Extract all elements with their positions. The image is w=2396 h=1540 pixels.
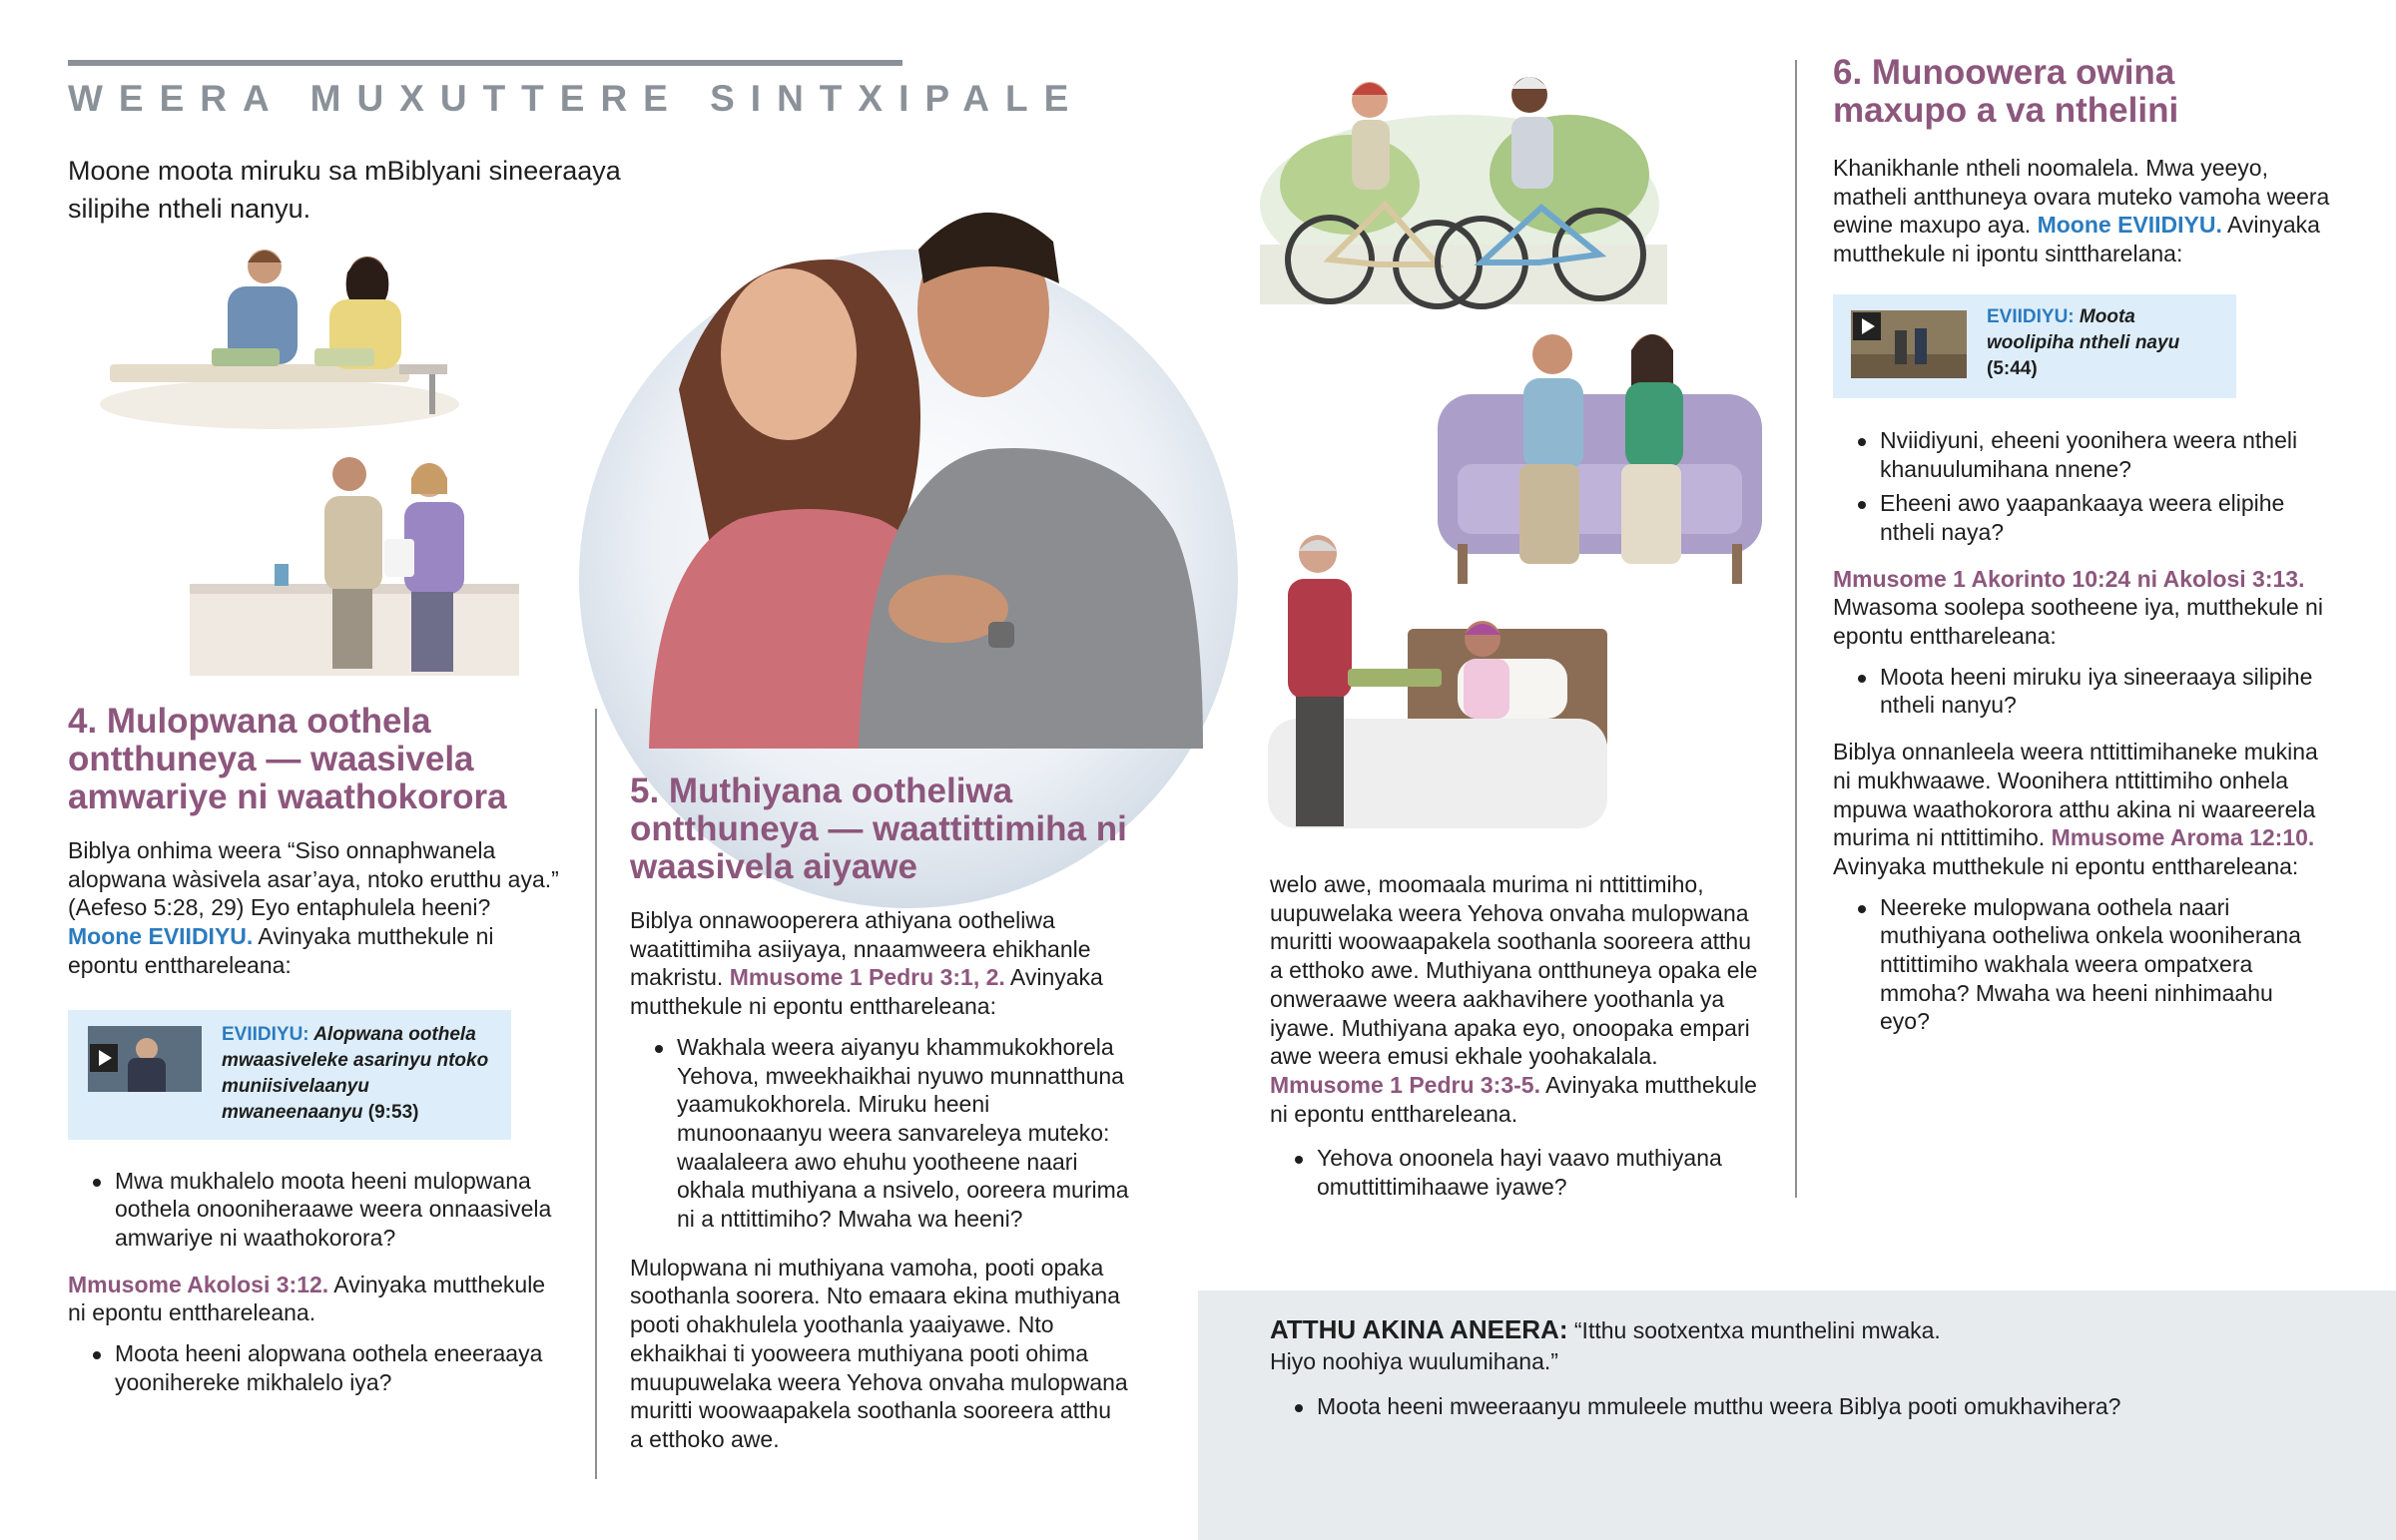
section-5-paragraph-2: Mulopwana ni muthiyana vamoha, pooti opaka soothanla soorera. Nto emaara ekina muthiyana pooti ohakhulela yoothanla yaaiyawe. Nto ekhaikhai ti yooweera muthiyana pooti ohima muupuwelaka weera Yehova onvaha mulopwana muritti woowaapakela soothanla sooreera atthu a etthoko awe. bbox=[630, 1254, 1128, 1452]
couple-bike-ride-illustration bbox=[1260, 65, 1667, 334]
section-4-text: Biblya onhima weera “Siso onnaphwanela alopwana wàsivela asar’aya, ntoko erutthu aya.” (Aefeso 5:28, 29) Eyo entaphulela heeni? bbox=[68, 837, 559, 921]
bullet-item: Nviidiyuni, eheeni yoonihera weera ntheli khanuulumihana nnene? bbox=[1833, 426, 2332, 483]
couple-holding-hands-illustration bbox=[589, 190, 1228, 749]
video-thumbnail[interactable] bbox=[1851, 310, 1967, 378]
section-6-paragraph-2: Mwasoma soolepa sootheene iya, mutthekule ni epontu entthareleana: bbox=[1833, 594, 2323, 650]
bullet-item: Moota heeni alopwana oothela eneeraaya yoonihereke mikhalelo iya? bbox=[68, 1339, 567, 1396]
section-4-text-tail: Avinyaka mutthekule ni epontu entthareleana: bbox=[68, 923, 494, 978]
bullet-item: Moota heeni miruku iya sineeraaya silipihe ntheli nanyu? bbox=[1833, 663, 2332, 720]
section-6-bullets-b bbox=[1833, 663, 2332, 720]
bullet-item: Yehova onoonela hayi vaavo muthiyana omuttittimihaawe iyawe? bbox=[1270, 1144, 1769, 1201]
section-6-text-3: Biblya onnanleela weera nttittimihaneke mukina ni mukhwaawe. Woonihera nttittimiho onhela mpuwa waathokorora atthu akina ni waareerela murima ni nttittimiho. bbox=[1833, 739, 2318, 851]
video-box-husband-love[interactable] bbox=[68, 1010, 511, 1140]
section-5-cont-paragraph bbox=[1270, 870, 1769, 1128]
bullet-item: Mwa mukhalelo moota heeni mulopwana oothela onooniheraawe weera onnaasivela amwariye ni waathokorora? bbox=[68, 1167, 567, 1253]
husband-caring-for-wife-illustration bbox=[1268, 539, 1607, 838]
section-4 bbox=[68, 703, 567, 1396]
section-5-text-tail: Avinyaka mutthekule ni epontu entthareleana: bbox=[630, 964, 1103, 1020]
bullet-item: Moota heeni mweeraanyu mmuleele mutthu weera Biblya pooti omukhavihera? bbox=[1270, 1392, 2168, 1421]
section-5-continued bbox=[1270, 870, 1769, 1202]
reading-tail: Avinyaka mutthekule ni epontu entthareleana. bbox=[68, 1271, 546, 1326]
section-6-text-3-tail: Avinyaka mutthekule ni epontu entthareleana: bbox=[1833, 852, 2299, 879]
section-5-cont-text: welo awe, moomaala murima ni nttittimiho, uupuwelaka weera Yehova onvaha mulopwana muritti woowaapakela soothanla sooreera atthu a etthoko awe. Muthiyana ontthuneya opaka ele onweraawe weera aakhavihere yoothanla ya iyawe. Muthiyana apaka eyo, onoopaka empari awe weera emusi ekhale yoohakalala. bbox=[1270, 871, 1758, 1070]
section-6-paragraph bbox=[1833, 154, 2332, 268]
bullet-item: Wakhala weera aiyanyu khammukokhorela Yehova, mweekhaikhai nyuwo munnatthuna yaamukokhorela. Miruku heeni munoonaanyu weera sanvareleya muteko: waalaleera awo ehuhu yootheene naari okhala muthiyana a nsivelo, ooreera murima ni a nttittimiho? Mwaha wa heeni? bbox=[630, 1033, 1129, 1234]
bullet-item: Neereke mulopwana oothela naari muthiyana ootheliwa onkela wooniherana nttittimiho wakhala weera ompatxera mmoha? Mwaha wa heeni ninhimaahu eyo? bbox=[1833, 893, 2302, 1037]
video-title: Alopwana oothela mwaasiveleke asarinyu ntoko muniisivelaanyu mwaneenaanyu bbox=[222, 1023, 489, 1123]
section-6-text-tail: Avinyaka mutthekule ni ipontu sinttharelana: bbox=[1833, 212, 2320, 267]
video-duration: (9:53) bbox=[362, 1101, 419, 1123]
section-5-heading: 5. Muthiyana ootheliwa ontthuneya — waattittimiha ni waasivela aiyawe bbox=[630, 771, 1127, 886]
scripture-ref[interactable]: Mmusome 1 Pedru 3:1, 2. bbox=[729, 964, 1005, 991]
couple-washing-dishes-illustration bbox=[190, 444, 519, 676]
section-6-paragraph-3 bbox=[1833, 738, 2332, 881]
section-5-bullets bbox=[630, 1033, 1129, 1234]
section-6-reading-ref[interactable]: Mmusome 1 Akorinto 10:24 ni Akolosi 3:13. bbox=[1833, 565, 2305, 592]
section-top-rule bbox=[68, 60, 902, 66]
section-6-heading: 6. Munoowera owina maxupo a va nthelini bbox=[1833, 53, 2179, 130]
section-5-paragraph bbox=[630, 906, 1119, 1021]
others-say-panel bbox=[1198, 1290, 2396, 1540]
section-4-reading bbox=[68, 1271, 567, 1327]
watch-video-link[interactable]: Moone EVIIDIYU. bbox=[2037, 212, 2222, 239]
video-label: EVIIDIYU: bbox=[1987, 305, 2075, 327]
section-title: WEERA MUXUTTERE SINTXIPALE bbox=[68, 78, 1085, 119]
video-title: Moota woolipiha ntheli nayu bbox=[1987, 305, 2180, 353]
video-box-strengthen-marriage[interactable] bbox=[1833, 294, 2236, 398]
others-say-label: ATTHU AKINA ANEERA: bbox=[1270, 1314, 1568, 1344]
section-6-text: Khanikhanle ntheli noomalela. Mwa yeeyo, matheli antthuneya ovara muteko vamoha weera ewine maxupo aya. bbox=[1833, 155, 2330, 239]
section-5-cont-bullets bbox=[1270, 1144, 1769, 1201]
video-label: EVIIDIYU: bbox=[222, 1023, 309, 1045]
scripture-ref[interactable]: Mmusome Akolosi 3:12. bbox=[68, 1271, 329, 1297]
section-6 bbox=[1833, 54, 2332, 1036]
section-6-bullets-c bbox=[1833, 893, 2302, 1037]
others-say-quote bbox=[1270, 1314, 1989, 1377]
section-5-cont-tail: Avinyaka mutthekule ni epontu entthareleana. bbox=[1270, 1071, 1757, 1127]
video-duration: (5:44) bbox=[1987, 357, 2038, 379]
others-say-bullets bbox=[1270, 1392, 2168, 1421]
video-thumbnail[interactable] bbox=[88, 1026, 202, 1092]
scripture-ref[interactable]: Mmusome 1 Pedru 3:3-5. bbox=[1270, 1071, 1540, 1098]
section-4-paragraph bbox=[68, 836, 567, 980]
video-caption bbox=[222, 1022, 501, 1126]
bullet-item: Eheeni awo yaapankaaya weera elipihe ntheli naya? bbox=[1833, 489, 2332, 546]
others-say-text: “Itthu sootxentxa munthelini mwaka. Hiyo noohiya wuulumihana.” bbox=[1270, 1317, 1941, 1374]
section-4-heading: 4. Mulopwana oothela ontthuneya — waasivela amwariye ni waathokorora bbox=[68, 702, 507, 816]
play-icon[interactable] bbox=[1853, 312, 1881, 340]
video-caption bbox=[1987, 304, 2226, 382]
couple-studying-illustration bbox=[100, 245, 459, 434]
watch-video-link[interactable]: Moone EVIIDIYU. bbox=[68, 923, 254, 950]
scripture-ref[interactable]: Mmusome Aroma 12:10. bbox=[2051, 824, 2315, 851]
section-4-bullets-a bbox=[68, 1167, 567, 1253]
section-5 bbox=[630, 771, 1129, 1452]
column-divider-1 bbox=[595, 709, 597, 1479]
play-icon[interactable] bbox=[90, 1044, 118, 1072]
column-divider-2 bbox=[1795, 60, 1797, 1198]
intro-text: Moone moota miruku sa mBiblyani sineeraaya silipihe ntheli nanyu. bbox=[68, 156, 621, 224]
section-6-bullets-a bbox=[1833, 426, 2332, 547]
section-4-bullets-b bbox=[68, 1339, 567, 1396]
section-5-text: Biblya onnawooperera athiyana ootheliwa waatittimiha asiiyaya, nnaamweera ehikhanle makristu. bbox=[630, 907, 1091, 991]
